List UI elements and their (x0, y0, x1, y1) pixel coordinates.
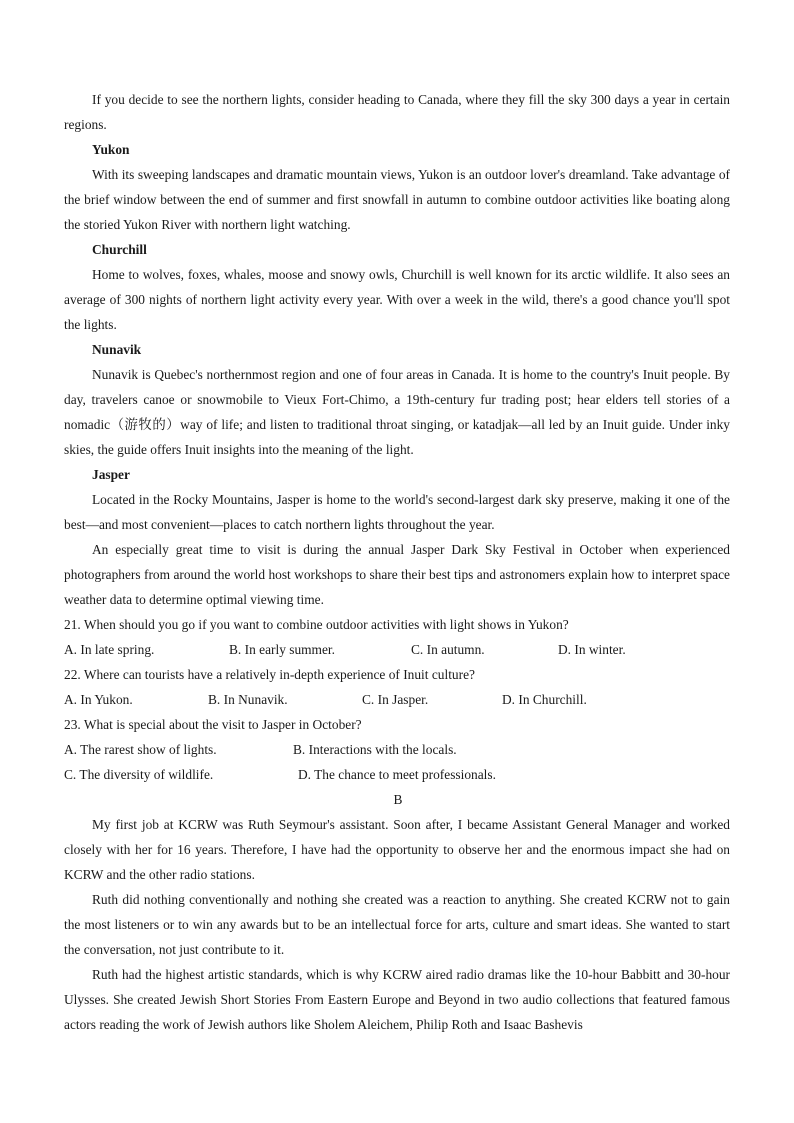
passage-b-paragraph-3: Ruth had the highest artistic standards, which is why KCRW aired radio dramas like the 10-hour Babbitt and 30-hour Ulysses. She created Jewish Short Stories From Eastern Europe and Beyond in two audio collections that featured famous actors reading the work of Jewish authors like Sholem Aleichem, Philip Roth and Isaac Bashevis (64, 967, 730, 1032)
page-content (64, 87, 730, 1037)
question-23-options-row-1 (64, 737, 730, 762)
question-21: 21. When should you go if you want to combine outdoor activities with light shows in Yukon? (64, 617, 569, 632)
option: C. In Jasper. (362, 692, 429, 707)
option: D. The chance to meet professionals. (298, 767, 496, 782)
option: D. In winter. (558, 642, 626, 657)
passage-b-paragraph-1: My first job at KCRW was Ruth Seymour's assistant. Soon after, I became Assistant General Manager and worked closely with her for 16 years. Therefore, I have had the opportunity to observe her and the enormous impact she had on KCRW and the other radio stations. (64, 817, 730, 882)
option: B. In Nunavik. (208, 692, 288, 707)
question-23-options-row-2 (64, 762, 730, 787)
option: A. In Yukon. (64, 692, 133, 707)
question-23: 23. What is special about the visit to Jasper in October? (64, 717, 362, 732)
option: A. The rarest show of lights. (64, 742, 217, 757)
nunavik-paragraph: Nunavik is Quebec's northernmost region and one of four areas in Canada. It is home to the country's Inuit people. By day, travelers canoe or snowmobile to Vieux Fort-Chimo, a 19th-century fur trading post; hear elders tell stories of a nomadic（游牧的）way of life; and listen to traditional throat singing, or katadjak—all led by an Inuit guide. Under inky skies, the guide offers Inuit insights into the meaning of the light. (64, 367, 730, 457)
question-22-options (64, 687, 730, 712)
jasper-paragraph-1: Located in the Rocky Mountains, Jasper is home to the world's second-largest dark sky preserve, making it one of the best—and most convenient—places to catch northern lights throughout the year. (64, 492, 730, 532)
option: B. Interactions with the locals. (293, 742, 457, 757)
option: A. In late spring. (64, 642, 155, 657)
option: B. In early summer. (229, 642, 335, 657)
section-heading-nunavik: Nunavik (92, 342, 142, 357)
option: C. In autumn. (411, 642, 485, 657)
yukon-paragraph: With its sweeping landscapes and dramatic mountain views, Yukon is an outdoor lover's dreamland. Take advantage of the brief window between the end of summer and first snowfall in autumn to combine outdoor activities like boating along the storied Yukon River with northern light watching. (64, 167, 730, 232)
option: D. In Churchill. (502, 692, 587, 707)
churchill-paragraph: Home to wolves, foxes, whales, moose and snowy owls, Churchill is well known for its arctic wildlife. It also sees an average of 300 nights of northern light activity every year. With over a week in the wild, there's a good chance you'll spot the lights. (64, 267, 730, 332)
section-heading-churchill: Churchill (92, 242, 147, 257)
jasper-paragraph-2: An especially great time to visit is during the annual Jasper Dark Sky Festival in October when experienced photographers from around the world host workshops to share their best tips and astronomers explain how to interpret space weather data to determine optimal viewing time. (64, 542, 730, 607)
option: C. The diversity of wildlife. (64, 767, 214, 782)
passage-a-intro: If you decide to see the northern lights, consider heading to Canada, where they fill the sky 300 days a year in certain regions. (64, 92, 730, 132)
passage-b-paragraph-2: Ruth did nothing conventionally and nothing she created was a reaction to anything. She created KCRW not to gain the most listeners or to win any awards but to be an intellectual force for arts, culture and smart ideas. She wanted to start the conversation, not just contribute to it. (64, 892, 730, 957)
passage-b-letter: B (393, 792, 403, 807)
section-heading-yukon: Yukon (92, 142, 130, 157)
section-heading-jasper: Jasper (92, 467, 130, 482)
question-22: 22. Where can tourists have a relatively in-depth experience of Inuit culture? (64, 667, 475, 682)
question-21-options (64, 637, 730, 662)
